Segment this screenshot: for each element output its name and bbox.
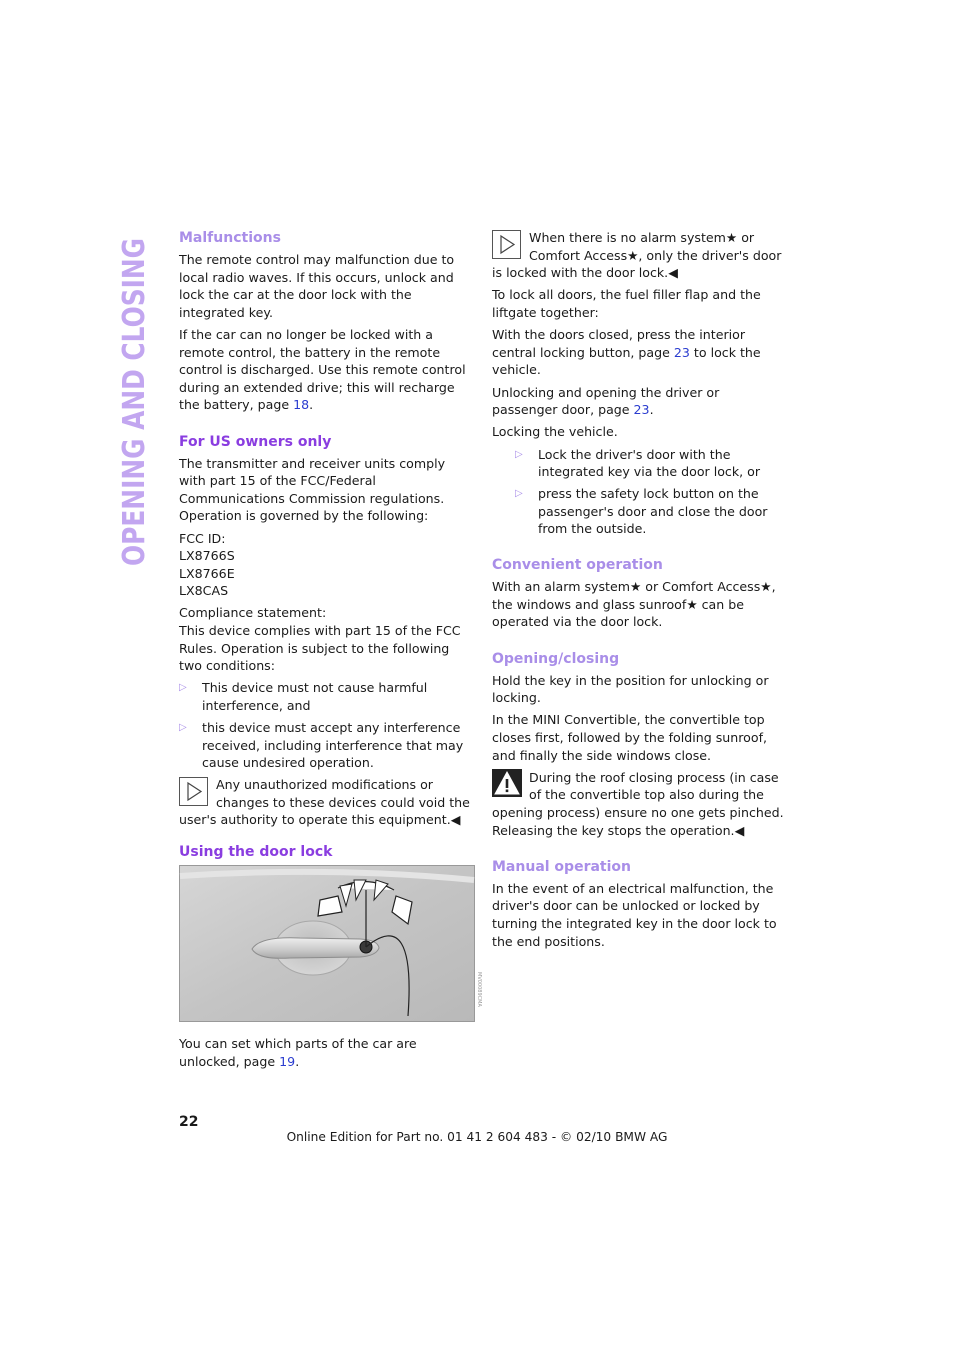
page-number: 22 bbox=[179, 1114, 199, 1130]
opening-closing-paragraph-2: In the MINI Convertible, the convertible top closes first, followed by the folding sunroof, and finally the side windows close. bbox=[492, 712, 768, 763]
footer-text: Online Edition for Part no. 01 41 2 604 483 - © 02/10 BMW AG bbox=[286, 1130, 668, 1144]
bullet-triangle-icon: ▷ bbox=[179, 682, 187, 694]
door-lock-figure bbox=[179, 865, 482, 1022]
end-mark-icon: ◀ bbox=[734, 822, 745, 838]
fcc-id-block bbox=[179, 530, 471, 600]
list-item bbox=[179, 719, 471, 772]
convenient-operation-heading: Convenient operation bbox=[492, 557, 663, 574]
unlocking-text: Unlocking and opening the driver or passenger door, page bbox=[492, 384, 720, 418]
unlocking-paragraph: Unlocking and opening the driver or passenger door, page 23. bbox=[492, 384, 720, 418]
left-column bbox=[179, 229, 482, 1075]
central-locking-paragraph bbox=[492, 326, 784, 379]
opening-closing-heading: Opening/closing bbox=[492, 650, 620, 667]
manual-operation-heading: Manual operation bbox=[492, 858, 631, 875]
list-item-text: This device must not cause harmful interference, and bbox=[202, 680, 428, 714]
right-column bbox=[492, 229, 784, 955]
list-item bbox=[492, 485, 784, 538]
page-link-19[interactable]: 19 bbox=[279, 1053, 296, 1069]
list-item-text: press the safety lock button on the passenger's door and close the door from the outside. bbox=[538, 486, 768, 537]
locking-vehicle-paragraph: Locking the vehicle. bbox=[492, 424, 618, 440]
note-box bbox=[492, 229, 784, 282]
list-item-text: this device must accept any interference received, including interference that may cause undesired operation. bbox=[202, 720, 464, 771]
fcc-id-item: LX8766E bbox=[179, 565, 235, 581]
us-owners-heading: For US owners only bbox=[179, 433, 332, 450]
warning-box bbox=[492, 769, 784, 839]
opening-closing-paragraph-1: Hold the key in the position for unlocking or locking. bbox=[492, 672, 769, 706]
list-item bbox=[179, 679, 471, 714]
list-item bbox=[492, 446, 784, 481]
note-box bbox=[179, 776, 471, 829]
compliance-block bbox=[179, 604, 471, 674]
page-link-23[interactable]: 23 bbox=[673, 344, 690, 360]
compliance-text: This device complies with part 15 of the FCC Rules. Operation is subject to the following two conditions: bbox=[179, 623, 461, 674]
note-text: Any unauthorized modifications or changes to these devices could void the user's authority to operate this equipment. bbox=[179, 777, 470, 828]
malfunctions-paragraph-2-text: If the car can no longer be locked with a remote control, the battery in the remote control is discharged. Use this remote control during an extended drive; this will recharge the battery, page bbox=[179, 326, 466, 413]
page-link-23[interactable]: 23 bbox=[633, 402, 650, 418]
warning-triangle-icon bbox=[492, 769, 522, 797]
door-lock-paragraph-text: You can set which parts of the car are unlocked, page bbox=[179, 1035, 417, 1069]
list-item-text: Lock the driver's door with the integrated key via the door lock, or bbox=[538, 446, 761, 480]
malfunctions-paragraph-2: If the car can no longer be locked with a remote control, the battery in the remote control is discharged. Use this remote control during an extended drive; this will recharge the battery, page 18. bbox=[179, 326, 466, 413]
malfunctions-heading: Malfunctions bbox=[179, 230, 281, 246]
page-link-18[interactable]: 18 bbox=[293, 397, 310, 413]
fcc-id-label: FCC ID: bbox=[179, 530, 226, 546]
lock-all-paragraph: To lock all doors, the fuel filler flap and the liftgate together: bbox=[492, 287, 761, 320]
convenient-operation-paragraph: With an alarm system★ or Comfort Access★, the windows and glass sunroof★ can be operated via the door lock. bbox=[492, 579, 776, 630]
warning-text: During the roof closing process (in case of the convertible top also during the opening process) ensure no one gets pinched. Releasing the key stops the operation. bbox=[492, 769, 784, 838]
manual-operation-paragraph: In the event of an electrical malfunction, the driver's door can be unlocked or locked by turning the integrated key in the door lock to the end positions. bbox=[492, 880, 777, 949]
chapter-side-title-text: Opening and closing bbox=[117, 169, 152, 566]
note-play-icon bbox=[492, 230, 521, 259]
us-owners-paragraph: The transmitter and receiver units comply with part 15 of the FCC/Federal Communications Commission regulations. Operation is governed by the following: bbox=[179, 455, 446, 524]
bullet-triangle-icon: ▷ bbox=[515, 448, 523, 460]
compliance-label: Compliance statement: bbox=[179, 605, 327, 621]
central-locking-text-end: to lock the vehicle. bbox=[492, 344, 761, 378]
chapter-side-title bbox=[108, 169, 154, 566]
fcc-id-item: LX8766S bbox=[179, 548, 235, 564]
note-text: When there is no alarm system★ or Comfort Access★, only the driver's door is locked with the door lock. bbox=[492, 230, 782, 281]
bullet-triangle-icon: ▷ bbox=[179, 722, 187, 734]
malfunctions-paragraph-1: The remote control may malfunction due to local radio waves. If this occurs, unlock and lock the car at the door lock with the integrated key. bbox=[179, 252, 455, 320]
door-lock-paragraph: You can set which parts of the car are unlocked, page 19. bbox=[179, 1035, 417, 1069]
end-mark-icon: ◀ bbox=[450, 812, 461, 828]
bullet-triangle-icon: ▷ bbox=[515, 488, 523, 500]
door-lock-heading: Using the door lock bbox=[179, 843, 333, 860]
fcc-id-item: LX8CAS bbox=[179, 583, 229, 599]
end-mark-icon: ◀ bbox=[668, 265, 678, 281]
note-play-icon bbox=[179, 777, 208, 806]
central-locking-text: With the doors closed, press the interior central locking button, page bbox=[492, 327, 746, 360]
figure-code: MV00089CMA bbox=[476, 971, 482, 1007]
